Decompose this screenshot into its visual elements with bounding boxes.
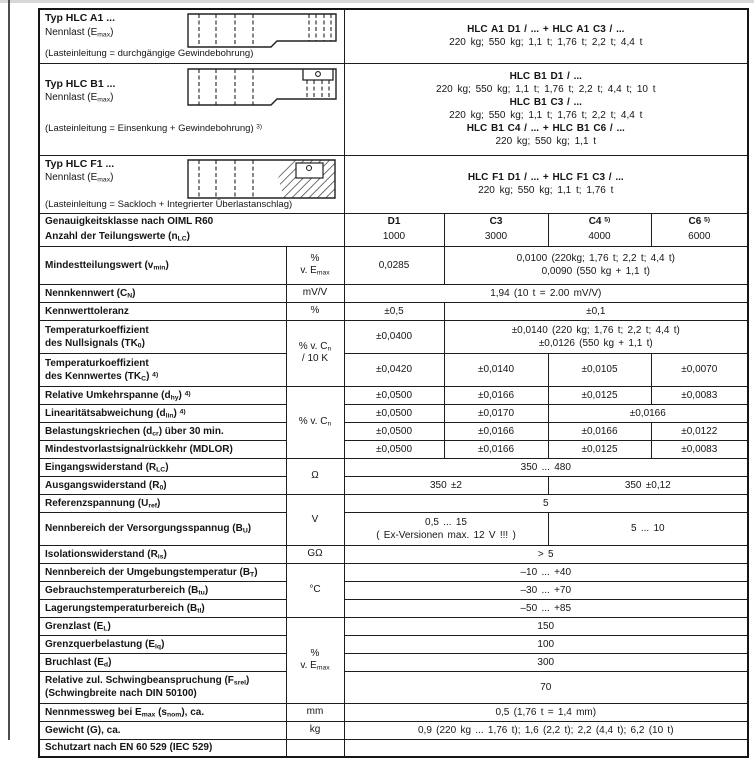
spec-label-ris: Isolationswiderstand $(R_{is})$ [39,545,286,563]
spec-bt-all: –10 ... +40 [344,563,748,581]
spec-label-dlin: Linearitätsabweichung $(d_{lin})$ $^{4)}$ [39,404,286,422]
spec-unit-cn-group: % v. $C_n$ [286,386,344,458]
spec-el-all: 150 [344,617,748,635]
type-cell-hlc-b1 [39,63,344,155]
type-cell-hlc-a1 [39,9,344,63]
spec-vmin-d1: 0,0285 [344,246,444,284]
spec-ctol-d1: ±0,5 [344,302,444,320]
spec-row-vmin [39,246,748,284]
variant-capacities: 220 kg; 550 kg; 1,1 t; 1,76 t; 2,2 t; 4,4 t [449,110,643,121]
specification-table [38,8,749,758]
spec-fsrel-all: 70 [344,671,748,703]
spec-elq-all: 100 [344,635,748,653]
spec-row-r0 [39,476,748,494]
spec-label-fsrel: Relative zul. Schwingbeanspruchung $(F_{srel})$ (Schwingbreite nach DIN 50100) [39,671,286,703]
variant-capacities: 220 kg; 550 kg; 1,1 t; 1,76 t; 2,2 t; 4,4 t; 10 t [436,84,656,95]
spec-g-all: 0,9 (220 kg ... 1,76 t); 1,6 (2,2 t); 2,2 (4,4 t); 6,2 (10 t) [344,721,748,739]
spec-vmin-c3-c6: 0,0100 (220kg; 1,76 t; 2,2 t; 4,4 t) 0,0090 (550 kg + 1,1 t) [444,246,748,284]
spec-unit-ohm: Ω [286,458,344,494]
variant-models: HLC A1 D1 / ... + HLC A1 C3 / ... [467,24,625,36]
spec-ctol-c3-c6: ±0,1 [444,302,748,320]
spec-snom-all: 0,5 (1,76 t = 1,4 mm) [344,703,748,721]
spec-unit-schutzart [286,739,344,757]
spec-tkc-c6: ±0,0070 [651,353,748,386]
type-cell-hlc-f1 [39,155,344,213]
spec-row-ctol [39,302,748,320]
type-row-hlc-b1 [39,63,748,155]
spec-schutzart-all [344,739,748,757]
spec-row-dlin [39,404,748,422]
spec-row-btu [39,581,748,599]
hlc-f1-load-cell-drawing [187,158,337,200]
spec-label-ed: Bruchlast $(E_d)$ [39,653,286,671]
spec-label-elq: Grenzquerbelastung $(E_{lq})$ [39,635,286,653]
spec-row-elq [39,635,748,653]
spec-label-cn: Nennkennwert $(C_N)$ [39,284,286,302]
spec-uref-all: 5 [344,494,748,512]
spec-mdlor-c3: ±0,0166 [444,440,548,458]
variant-models: HLC F1 D1 / ... + HLC F1 C3 / ... [467,172,624,183]
page-top-edge [0,0,754,3]
variant-capacities: 220 kg; 550 kg; 1,1 t; 1,76 t [478,185,614,196]
spec-label-tkc: Temperaturkoeffizient des Kennwertes $(TK_C)$ $^{4)}$ [39,353,286,386]
spec-unit-emax-group: % v. $E_{max}$ [286,617,344,703]
spec-btu-all: –30 ... +70 [344,581,748,599]
spec-ed-all: 300 [344,653,748,671]
variant-capacities: 220 kg; 550 kg; 1,1 t [495,136,597,147]
spec-label-btl: Lagerungstemperaturbereich $(B_{tl})$ [39,599,286,617]
variants-hlc-b1 [344,63,748,155]
spec-tkc-d1: ±0,0420 [344,353,444,386]
spec-label-vmin: Mindestteilungswert $(v_{min})$ [39,246,286,284]
spec-unit-mm: mm [286,703,344,721]
spec-mdlor-c6: ±0,0083 [651,440,748,458]
spec-row-el [39,617,748,635]
spec-label-rlc: Eingangswiderstand $(R_{LC})$ [39,458,286,476]
variant-models: HLC B1 C3 / ... [509,97,582,108]
type-title-hlc-b1: Typ HLC B1 ... [45,77,116,90]
spec-label-r0: Ausgangswiderstand $(R_0)$ [39,476,286,494]
spec-bu-c4-c6: 5 ... 10 [548,512,748,545]
spec-row-bt [39,563,748,581]
spec-unit-kg: kg [286,721,344,739]
spec-unit-volt: V [286,494,344,545]
spec-row-btl [39,599,748,617]
spec-dcr-c4: ±0,0166 [548,422,651,440]
type-load-label-hlc-a1: Nennlast $(E_{max})$ [45,26,114,39]
spec-label-ctol: Kennwerttoleranz [39,302,286,320]
spec-label-bt: Nennbereich der Umgebungstemperatur $(B_T)$ [39,563,286,581]
spec-dlin-c4-c6: ±0,0166 [548,404,748,422]
spec-dhy-c4: ±0,0125 [548,386,651,404]
spec-r0-d1-c3: 350 ±2 [344,476,548,494]
type-row-hlc-a1 [39,9,748,63]
type-title-hlc-f1: Typ HLC F1 ... [45,157,115,170]
spec-label-bu: Nennbereich der Versorgungsspannug $(B_U)$ [39,512,286,545]
variant-models: HLC B1 C4 / ... + HLC B1 C6 / ... [466,123,625,134]
spec-dhy-c3: ±0,0166 [444,386,548,404]
spec-dhy-c6: ±0,0083 [651,386,748,404]
spec-ris-all: > 5 [344,545,748,563]
spec-mdlor-c4: ±0,0125 [548,440,651,458]
spec-tk0-c3-c6: ±0,0140 (220 kg; 1,76 t; 2,2 t; 4,4 t) ±0,0126 (550 kg + 1,1 t) [444,320,748,353]
spec-unit-vmin: % v. $E_{max}$ [286,246,344,284]
spec-tkc-c4: ±0,0105 [548,353,651,386]
spec-r0-c4-c6: 350 ±0,12 [548,476,748,494]
spec-unit-ctol: % [286,302,344,320]
spec-row-ris [39,545,748,563]
spec-label-tk0: Temperaturkoeffizient des Nullsignals $(TK_0)$ [39,320,286,353]
type-row-hlc-f1 [39,155,748,213]
accuracy-class-header-row [39,213,748,246]
spec-row-rlc [39,458,748,476]
spec-row-uref [39,494,748,512]
type-note-hlc-a1: (Lasteinleitung = durchgängige Gewindebohrung) [45,48,254,60]
type-note-hlc-f1: (Lasteinleitung = Sackloch + Integrierter Überlastanschlag) [45,199,293,211]
spec-label-el: Grenzlast $(E_L)$ [39,617,286,635]
spec-label-uref: Referenzspannung $(U_{ref})$ [39,494,286,512]
type-title-hlc-a1: Typ HLC A1 ... [45,12,116,24]
spec-tk0-d1: ±0,0400 [344,320,444,353]
spec-row-dhy [39,386,748,404]
class-col-c6: C6 $^{5)}$ 6000 [651,213,748,246]
spec-row-snom [39,703,748,721]
spec-row-tk0 [39,320,748,353]
spec-row-fsrel [39,671,748,703]
spec-row-ed [39,653,748,671]
spec-dcr-c6: ±0,0122 [651,422,748,440]
class-col-c4: C4 $^{5)}$ 4000 [548,213,651,246]
spec-label-g: Gewicht (G), ca. [39,721,286,739]
spec-rlc-all: 350 ... 480 [344,458,748,476]
spec-label-dcr: Belastungskriechen $(d_{cr})$ über 30 min. [39,422,286,440]
type-load-label-hlc-f1: Nennlast $(E_{max})$ [45,172,114,184]
hlc-a1-load-cell-drawing [187,13,337,49]
type-note-hlc-b1: (Lasteinleitung = Einsenkung + Gewindebohrung) $^{3)}$ [45,123,263,135]
accuracy-header-label: Genauigkeitsklasse nach OIML R60 Anzahl der Teilungswerte $(n_{LC})$ [39,213,344,246]
spec-row-g [39,721,748,739]
spec-label-schutzart: Schutzart nach EN 60 529 (IEC 529) [39,739,286,757]
spec-dcr-d1: ±0,0500 [344,422,444,440]
spec-label-btu: Gebrauchstemperaturbereich $(B_{tu})$ [39,581,286,599]
spec-bu-d1-c3: 0,5 ... 15 ( Ex-Versionen max. 12 V !!! ) [344,512,548,545]
class-col-d1: D1 1000 [344,213,444,246]
class-col-c3: C3 3000 [444,213,548,246]
spec-dlin-c3: ±0,0170 [444,404,548,422]
spec-unit-celsius: °C [286,563,344,617]
spec-unit-cn: mV/V [286,284,344,302]
variant-models: HLC B1 D1 / ... [509,71,582,82]
variants-hlc-f1 [344,155,748,213]
spec-btl-all: –50 ... +85 [344,599,748,617]
spec-unit-tk: % v. $C_n$ / 10 K [286,320,344,386]
spec-row-bu [39,512,748,545]
variants-hlc-a1 [344,9,748,63]
spec-tkc-c3: ±0,0140 [444,353,548,386]
type-load-label-hlc-b1: Nennlast $(E_{max})$ [45,92,114,104]
spec-label-mdlor: Mindestvorlastsignalrückkehr (MDLOR) [39,440,286,458]
spec-dcr-c3: ±0,0166 [444,422,548,440]
spec-dhy-d1: ±0,0500 [344,386,444,404]
spec-label-dhy: Relative Umkehrspanne $(d_{hy})$ $^{4)}$ [39,386,286,404]
spec-row-tkc [39,353,748,386]
spec-row-schutzart-clipped [39,739,748,757]
variant-capacities: 220 kg; 550 kg; 1,1 t; 1,76 t; 2,2 t; 4,4 t [449,37,643,49]
spec-label-snom: Nennmessweg bei $E_{max}$ $(s_{nom})$, ca. [39,703,286,721]
page-left-edge-line [8,0,10,740]
spec-cn-all: 1,94 (10 t = 2.00 mV/V) [344,284,748,302]
spec-dlin-d1: ±0,0500 [344,404,444,422]
spec-row-dcr [39,422,748,440]
spec-mdlor-d1: ±0,0500 [344,440,444,458]
spec-row-mdlor [39,440,748,458]
hlc-b1-load-cell-drawing [187,68,337,108]
spec-row-cn [39,284,748,302]
spec-unit-gohm: GΩ [286,545,344,563]
